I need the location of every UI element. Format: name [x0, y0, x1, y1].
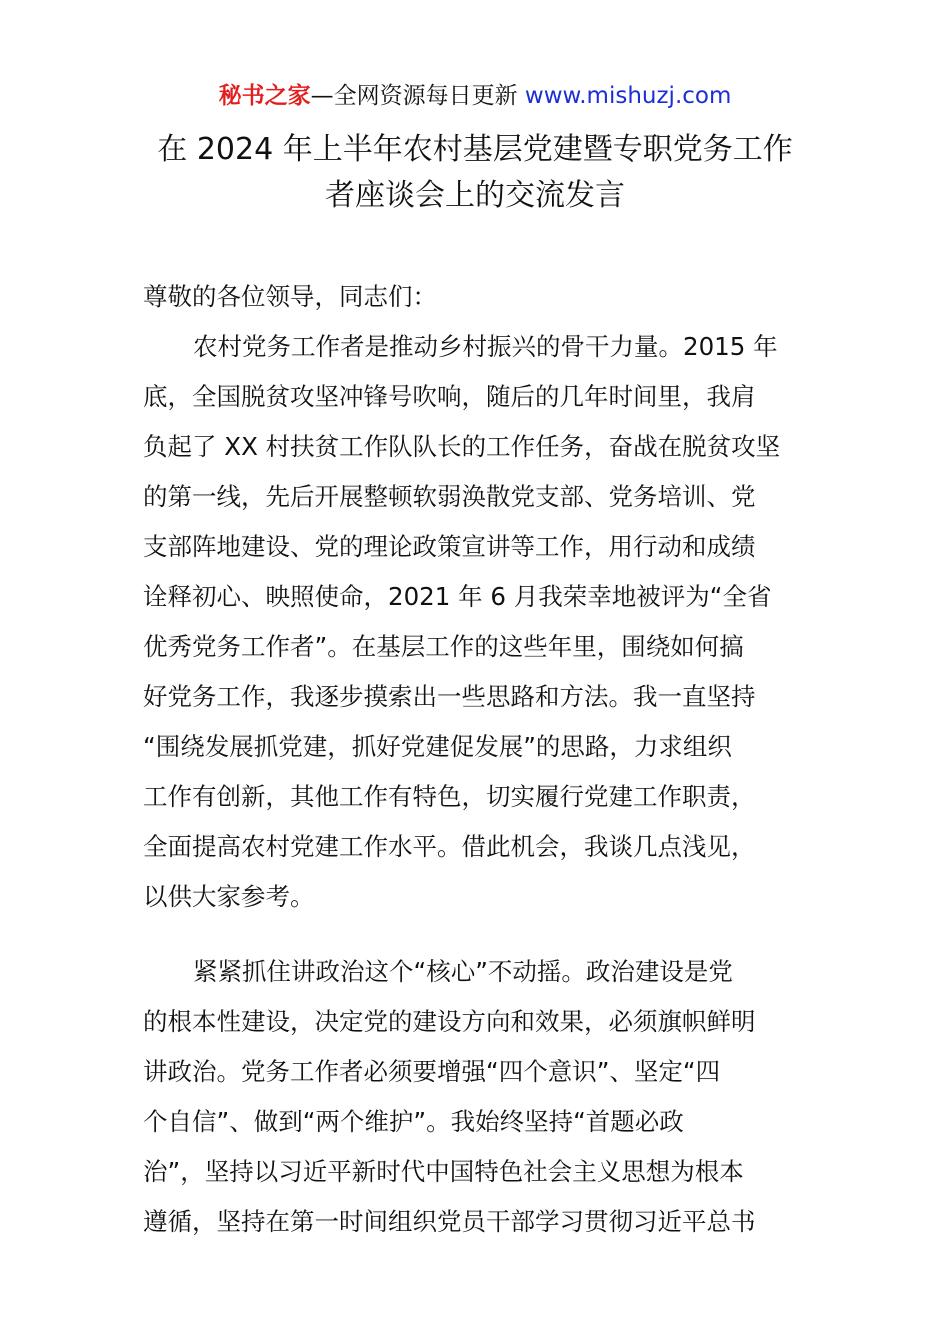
paragraph-line: 底，全国脱贫攻坚冲锋号吹响，随后的几年时间里，我肩: [143, 382, 756, 411]
paragraph-spacer: [143, 922, 808, 947]
paragraph-line: 支部阵地建设、党的理论政策宣讲等工作，用行动和成绩: [143, 532, 756, 561]
document-title: [140, 127, 810, 219]
paragraph-line: 个自信”、做到“两个维护”。我始终坚持“首题必政: [143, 1107, 684, 1136]
paragraph-line: 的根本性建设，决定党的建设方向和效果，必须旗帜鲜明: [143, 1007, 756, 1036]
paragraph-line: “围绕发展抓党建，抓好党建促发展”的思路，力求组织: [143, 732, 732, 761]
paragraph-line: 好党务工作，我逐步摸索出一些思路和方法。我一直坚持: [143, 682, 756, 711]
paragraph-line: 遵循，坚持在第一时间组织党员干部学习贯彻习近平总书: [143, 1207, 756, 1236]
paragraph-line: 优秀党务工作者”。在基层工作的这些年里，围绕如何搞: [143, 632, 744, 661]
brand-name: 秘书之家: [218, 83, 311, 109]
paragraph-line: 负起了 XX 村扶贫工作队队长的工作任务，奋战在脱贫攻坚: [143, 432, 781, 461]
title-line: 者座谈会上的交流发言: [325, 178, 625, 213]
salutation: 尊敬的各位领导，同志们：: [143, 282, 437, 311]
document-body: [143, 272, 808, 1247]
title-line: 在 2024 年上半年农村基层党建暨专职党务工作: [157, 132, 793, 167]
paragraph-line: 治”，坚持以习近平新时代中国特色社会主义思想为根本: [143, 1157, 744, 1186]
paragraph-line: 以供大家参考。: [143, 882, 315, 911]
site-header: [0, 80, 950, 112]
paragraph-line: 农村党务工作者是推动乡村振兴的骨干力量。2015 年: [193, 332, 778, 361]
paragraph-line: 全面提高农村党建工作水平。借此机会，我谈几点浅见，: [143, 832, 756, 861]
paragraph-line: 的第一线，先后开展整顿软弱涣散党支部、党务培训、党: [143, 482, 756, 511]
paragraph-line: 紧紧抓住讲政治这个“核心”不动摇。政治建设是党: [193, 957, 733, 986]
site-url-link[interactable]: www.mishuzj.com: [524, 83, 732, 109]
paragraph-line: 诠释初心、映照使命，2021 年 6 月我荣幸地被评为“全省: [143, 582, 772, 611]
paragraph-1: [143, 322, 808, 922]
paragraph-line: 讲政治。党务工作者必须要增强“四个意识”、坚定“四: [143, 1057, 721, 1086]
site-tagline: —全网资源每日更新: [310, 83, 525, 109]
paragraph-2: [143, 947, 808, 1247]
paragraph-line: 工作有创新，其他工作有特色，切实履行党建工作职责，: [143, 782, 756, 811]
